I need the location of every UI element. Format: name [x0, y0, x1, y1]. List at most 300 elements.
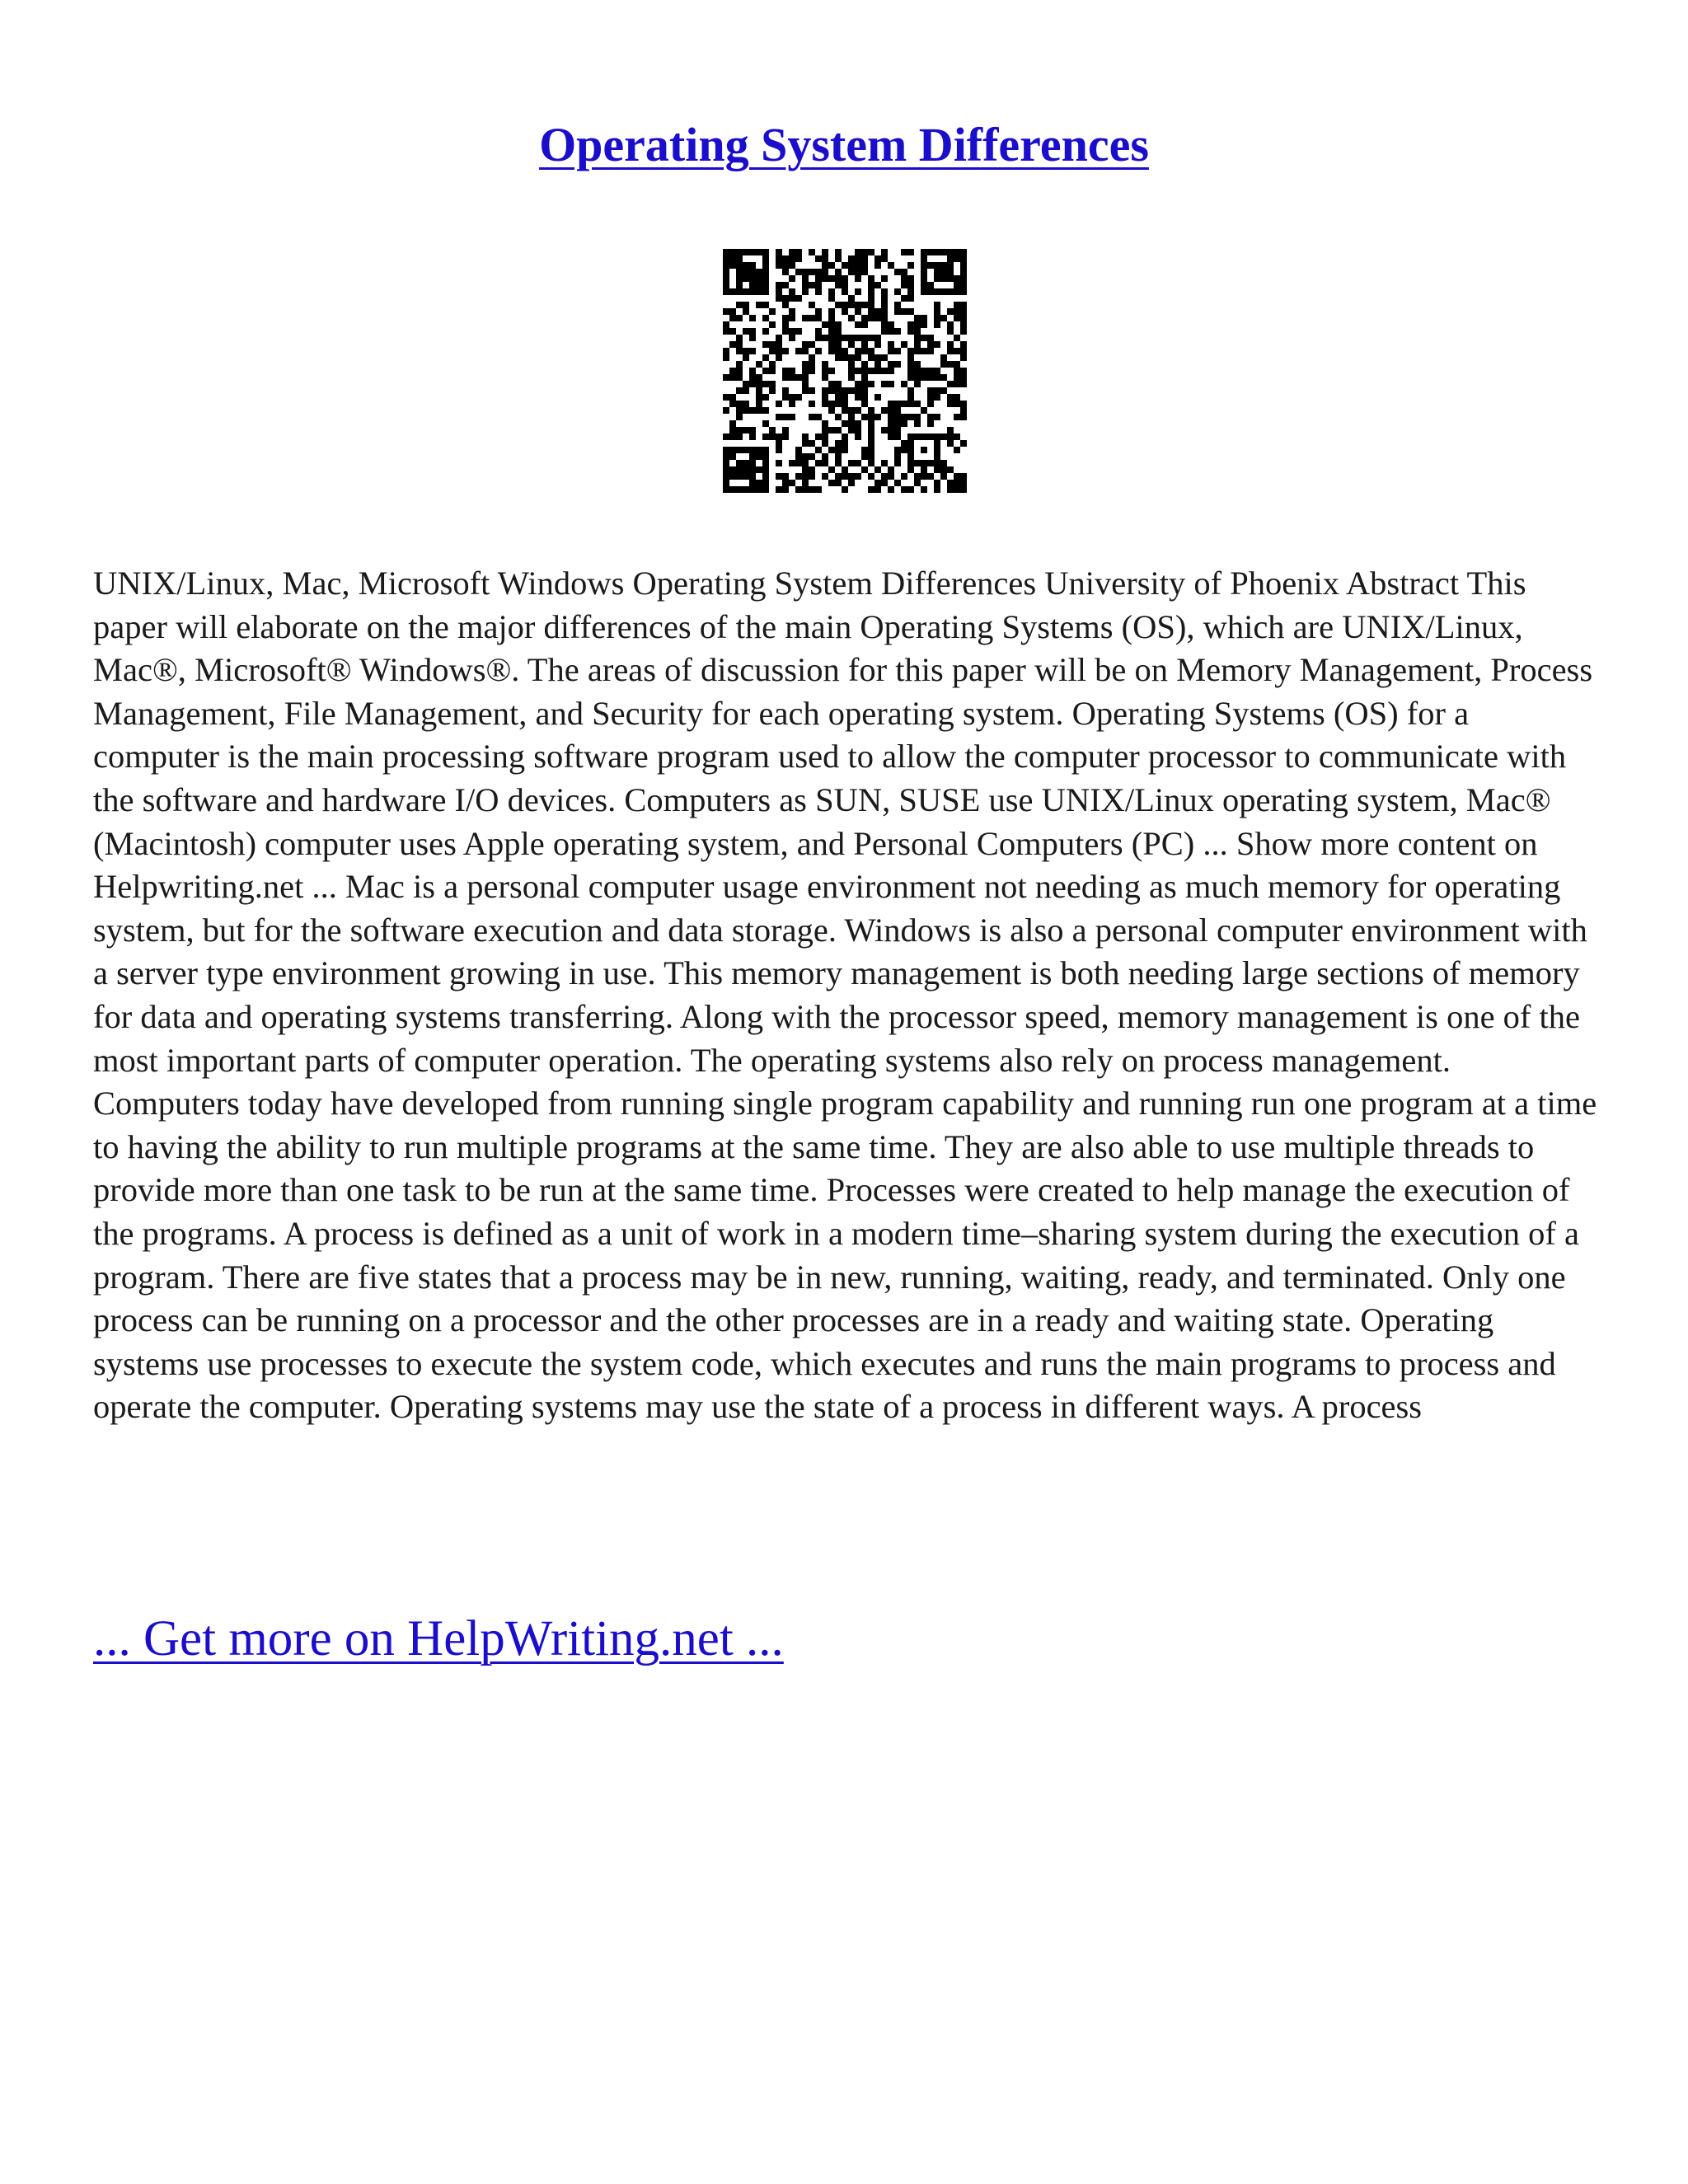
qr-module [815, 328, 822, 335]
qr-module [881, 255, 888, 262]
qr-module [736, 348, 743, 354]
qr-module [960, 262, 967, 269]
qr-module [868, 295, 874, 302]
qr-module [815, 275, 822, 282]
qr-module [815, 288, 822, 295]
qr-module [789, 460, 795, 466]
qr-module [940, 460, 947, 466]
qr-module [802, 466, 809, 473]
qr-module [960, 321, 967, 328]
qr-module [815, 447, 822, 453]
qr-module [756, 407, 762, 414]
qr-module [907, 394, 914, 401]
qr-module [960, 486, 967, 493]
qr-module [894, 308, 901, 315]
qr-module [921, 269, 927, 275]
qr-module [795, 328, 802, 335]
qr-module [901, 381, 907, 387]
qr-module [835, 480, 842, 486]
qr-module [749, 335, 756, 341]
qr-module [743, 407, 749, 414]
qr-module [822, 427, 828, 434]
qr-module [907, 354, 914, 361]
qr-module [795, 348, 802, 354]
qr-module [894, 328, 901, 335]
qr-module [795, 394, 802, 401]
qr-module [776, 486, 782, 493]
qr-module [809, 269, 815, 275]
qr-module [848, 387, 855, 394]
qr-module [782, 480, 789, 486]
qr-module [789, 255, 795, 262]
qr-module [822, 249, 828, 255]
qr-module [861, 368, 868, 374]
qr-module [789, 480, 795, 486]
document-body: UNIX/Linux, Mac, Microsoft Windows Operating System Differences University of Phoenix Abstract This paper will elaborate on the major differences of the main Operating Systems (OS), which are UNIX/Linux, Mac®, Microsoft® Windows®. The areas of discussion for this paper will be on Memory Management, Process Management, File Management, and Security for each operating system. Operating Systems (OS) for a computer is the main processing software program used to allow the computer processor to communicate with the software and hardware I/O devices. Computers as SUN, SUSE use UNIX/Linux operating system, Mac® (Macintosh) computer uses Apple operating system, and Personal Computers (PC) ... Show more content on Helpwriting.net ... Mac is a personal computer usage environment not needing as much memory for operating system, but for the software execution and data storage. Windows is also a personal computer environment with a server type environment growing in use. This memory management is both needing large sections of memory for data and operating systems transferring. Along with the processor speed, memory management is one of the most important parts of computer operation. The operating systems also rely on process management. Computers today have developed from running single program capability and running run one program at a time to having the ability to run multiple programs at the same time. They are also able to use multiple threads to provide more than one task to be run at the same time. Processes were created to help manage the execution of the programs. A process is defined as a unit of work in a modern time–sharing system during the execution of a program. There are five states that a process may be in new, running, waiting, ready, and terminated. Only one process can be running on a processor and the other processes are in a ready and waiting state. Operating systems use processes to execute the system code, which executes and runs the main programs to process and operate the computer. Operating systems may use the state of a process in different ways. A process [93, 565, 1597, 1426]
qr-module [815, 335, 822, 341]
qr-module [894, 288, 901, 295]
qr-module [901, 486, 907, 493]
qr-module [743, 262, 749, 269]
qr-module [723, 473, 729, 480]
qr-module [809, 401, 815, 407]
qr-module [762, 341, 769, 348]
qr-module [809, 486, 815, 493]
qr-module [723, 328, 729, 335]
qr-module [723, 466, 729, 473]
qr-module [782, 427, 789, 434]
qr-module [934, 466, 940, 473]
qr-module [749, 434, 756, 440]
qr-module [921, 255, 927, 262]
qr-module [729, 401, 736, 407]
qr-module [802, 341, 809, 348]
qr-module [914, 414, 921, 420]
qr-module [868, 440, 874, 447]
qr-module [954, 255, 960, 262]
qr-module [729, 427, 736, 434]
qr-module [789, 262, 795, 269]
qr-module [954, 302, 960, 308]
qr-module [855, 288, 861, 295]
qr-module [762, 434, 769, 440]
qr-module [769, 341, 776, 348]
qr-module [756, 466, 762, 473]
qr-module [888, 401, 894, 407]
qr-module [802, 275, 809, 282]
qr-module [782, 321, 789, 328]
qr-module [861, 394, 868, 401]
qr-module [782, 348, 789, 354]
qr-module [927, 335, 934, 341]
qr-module [736, 387, 743, 394]
qr-module [809, 440, 815, 447]
qr-module [835, 427, 842, 434]
qr-module [934, 480, 940, 486]
qr-module [762, 328, 769, 335]
qr-module [828, 407, 835, 414]
qr-module [776, 335, 782, 341]
qr-module [855, 269, 861, 275]
qr-module [907, 308, 914, 315]
qr-module [888, 434, 894, 440]
qr-module [934, 394, 940, 401]
qr-module [815, 460, 822, 466]
qr-module [736, 269, 743, 275]
qr-module [901, 420, 907, 427]
qr-module [749, 282, 756, 288]
qr-module [723, 262, 729, 269]
qr-module [934, 453, 940, 460]
qr-module [921, 447, 927, 453]
qr-module [723, 354, 729, 361]
qr-module [769, 434, 776, 440]
qr-module [947, 348, 954, 354]
qr-module [756, 275, 762, 282]
qr-module [861, 447, 868, 453]
qr-module [822, 335, 828, 341]
qr-module [776, 414, 782, 420]
qr-module [835, 282, 842, 288]
qr-module [723, 460, 729, 466]
qr-module [855, 473, 861, 480]
qr-module [907, 401, 914, 407]
qr-module [861, 335, 868, 341]
qr-module [756, 394, 762, 401]
qr-module [947, 262, 954, 269]
qr-module [940, 275, 947, 282]
qr-module [855, 354, 861, 361]
qr-module [901, 341, 907, 348]
qr-module [828, 466, 835, 473]
qr-module [743, 269, 749, 275]
qr-module [861, 401, 868, 407]
qr-module [940, 374, 947, 381]
qr-module [907, 368, 914, 374]
qr-module [842, 354, 848, 361]
qr-module [723, 282, 729, 288]
qr-module [729, 262, 736, 269]
qr-module [848, 420, 855, 427]
qr-module [921, 321, 927, 328]
qr-module [749, 374, 756, 381]
qr-module [789, 249, 795, 255]
qr-module [749, 486, 756, 493]
qr-module [795, 295, 802, 302]
qr-module [809, 354, 815, 361]
qr-module [822, 453, 828, 460]
qr-module [888, 368, 894, 374]
qr-module [828, 308, 835, 315]
qr-module [776, 341, 782, 348]
qr-module [855, 387, 861, 394]
qr-module [947, 480, 954, 486]
qr-module [809, 282, 815, 288]
qr-module [828, 335, 835, 341]
qr-module [874, 466, 881, 473]
qr-module [835, 473, 842, 480]
qr-module [921, 262, 927, 269]
qr-module [756, 269, 762, 275]
qr-module [855, 381, 861, 387]
qr-module [921, 348, 927, 354]
qr-module [736, 275, 743, 282]
qr-module [723, 486, 729, 493]
qr-module [848, 407, 855, 414]
qr-module [947, 486, 954, 493]
qr-module [947, 434, 954, 440]
qr-module [842, 302, 848, 308]
qr-module [888, 321, 894, 328]
qr-module [789, 308, 795, 315]
qr-module [888, 341, 894, 348]
qr-module [782, 302, 789, 308]
qr-module [927, 288, 934, 295]
qr-module [861, 381, 868, 387]
qr-module [954, 374, 960, 381]
qr-module [855, 249, 861, 255]
qr-module [960, 401, 967, 407]
qr-module [901, 308, 907, 315]
qr-module [749, 473, 756, 480]
qr-module [894, 302, 901, 308]
qr-code-icon [723, 249, 967, 493]
qr-module [815, 486, 822, 493]
qr-module [762, 249, 769, 255]
qr-module [914, 374, 921, 381]
qr-module [907, 440, 914, 447]
qr-module [934, 341, 940, 348]
qr-module [743, 466, 749, 473]
qr-module [815, 414, 822, 420]
qr-module [729, 328, 736, 335]
qr-module [960, 374, 967, 381]
qr-module [901, 440, 907, 447]
qr-module [888, 407, 894, 414]
qr-module [907, 288, 914, 295]
qr-module [861, 269, 868, 275]
qr-module [828, 328, 835, 335]
qr-module [940, 434, 947, 440]
qr-module [907, 466, 914, 473]
qr-module [809, 341, 815, 348]
qr-module [802, 282, 809, 288]
qr-module [828, 447, 835, 453]
qr-module [848, 315, 855, 321]
qr-module [848, 361, 855, 368]
qr-module [868, 308, 874, 315]
qr-module [729, 249, 736, 255]
qr-module [954, 401, 960, 407]
qr-module [842, 466, 848, 473]
qr-module [776, 434, 782, 440]
qr-module [736, 447, 743, 453]
qr-module [954, 394, 960, 401]
qr-module [822, 321, 828, 328]
qr-module [743, 275, 749, 282]
qr-module [756, 361, 762, 368]
qr-module [868, 368, 874, 374]
qr-module [789, 401, 795, 407]
qr-module [888, 420, 894, 427]
qr-module [894, 427, 901, 434]
qr-module [868, 302, 874, 308]
qr-module [947, 249, 954, 255]
qr-module [934, 414, 940, 420]
qr-module [848, 341, 855, 348]
qr-module [868, 354, 874, 361]
qr-module [907, 275, 914, 282]
qr-module [927, 420, 934, 427]
qr-module [855, 394, 861, 401]
qr-module [835, 255, 842, 262]
qr-module [736, 434, 743, 440]
qr-module [822, 374, 828, 381]
qr-module [835, 335, 842, 341]
qr-module [776, 440, 782, 447]
qr-module [815, 434, 822, 440]
qr-module [762, 354, 769, 361]
title-link[interactable]: Operating System Differences [539, 118, 1149, 171]
qr-module [855, 460, 861, 466]
qr-module [756, 453, 762, 460]
qr-module [868, 453, 874, 460]
qr-module [782, 414, 789, 420]
qr-module [749, 381, 756, 387]
qr-module [914, 341, 921, 348]
qr-module [934, 315, 940, 321]
qr-module [960, 368, 967, 374]
qr-module [762, 255, 769, 262]
qr-module [874, 414, 881, 420]
qr-module [921, 368, 927, 374]
qr-module [809, 466, 815, 473]
qr-module [907, 387, 914, 394]
qr-module [736, 368, 743, 374]
qr-module [835, 269, 842, 275]
qr-module [888, 473, 894, 480]
qr-module [954, 381, 960, 387]
qr-module [822, 434, 828, 440]
qr-module [795, 249, 802, 255]
qr-module [940, 249, 947, 255]
qr-module [861, 302, 868, 308]
qr-module [954, 361, 960, 368]
qr-module [723, 255, 729, 262]
qr-module [927, 387, 934, 394]
qr-module [762, 381, 769, 387]
qr-module [848, 354, 855, 361]
qr-module [940, 387, 947, 394]
qr-module [743, 288, 749, 295]
qr-module [894, 348, 901, 354]
qr-module [934, 288, 940, 295]
qr-module [729, 255, 736, 262]
qr-module [868, 381, 874, 387]
qr-module [868, 288, 874, 295]
qr-module [921, 282, 927, 288]
qr-module [954, 447, 960, 453]
qr-module [776, 460, 782, 466]
qr-module [756, 447, 762, 453]
qr-module [776, 249, 782, 255]
qr-module [756, 381, 762, 387]
qr-module [762, 368, 769, 374]
qr-module [828, 295, 835, 302]
qr-module [907, 361, 914, 368]
qr-module [934, 447, 940, 453]
qr-module [894, 434, 901, 440]
qr-module [907, 295, 914, 302]
qr-module [762, 275, 769, 282]
qr-module [762, 480, 769, 486]
qr-module [756, 480, 762, 486]
qr-module [729, 308, 736, 315]
qr-module [743, 308, 749, 315]
qr-module [789, 394, 795, 401]
qr-module [782, 269, 789, 275]
qr-module [736, 361, 743, 368]
qr-module [868, 414, 874, 420]
qr-module [960, 249, 967, 255]
qr-module [789, 335, 795, 341]
get-more-link[interactable]: ... Get more on HelpWriting.net ... [93, 1611, 784, 1666]
qr-module [723, 275, 729, 282]
qr-module [769, 427, 776, 434]
qr-module [927, 282, 934, 288]
qr-module [861, 315, 868, 321]
qr-module [921, 460, 927, 466]
qr-module [947, 341, 954, 348]
qr-module [776, 401, 782, 407]
qr-module [769, 321, 776, 328]
qr-module [842, 308, 848, 315]
qr-module [776, 354, 782, 361]
qr-module [822, 401, 828, 407]
qr-module [736, 374, 743, 381]
qr-module [822, 361, 828, 368]
qr-module [934, 269, 940, 275]
qr-module [749, 480, 756, 486]
qr-module [809, 368, 815, 374]
qr-module [723, 249, 729, 255]
qr-module [927, 473, 934, 480]
qr-module [934, 368, 940, 374]
qr-module [894, 361, 901, 368]
qr-module [828, 368, 835, 374]
qr-module [861, 348, 868, 354]
qr-module [927, 460, 934, 466]
qr-module [894, 269, 901, 275]
qr-module [881, 354, 888, 361]
qr-module [960, 269, 967, 275]
qr-module [914, 361, 921, 368]
qr-module [835, 387, 842, 394]
qr-module [947, 361, 954, 368]
qr-module [934, 275, 940, 282]
qr-module [789, 315, 795, 321]
qr-module [861, 414, 868, 420]
qr-module [802, 269, 809, 275]
qr-module [782, 315, 789, 321]
qr-module [729, 341, 736, 348]
qr-module [861, 249, 868, 255]
qr-module [960, 354, 967, 361]
qr-module [874, 282, 881, 288]
qr-module [934, 262, 940, 269]
qr-module [894, 480, 901, 486]
qr-module [743, 401, 749, 407]
